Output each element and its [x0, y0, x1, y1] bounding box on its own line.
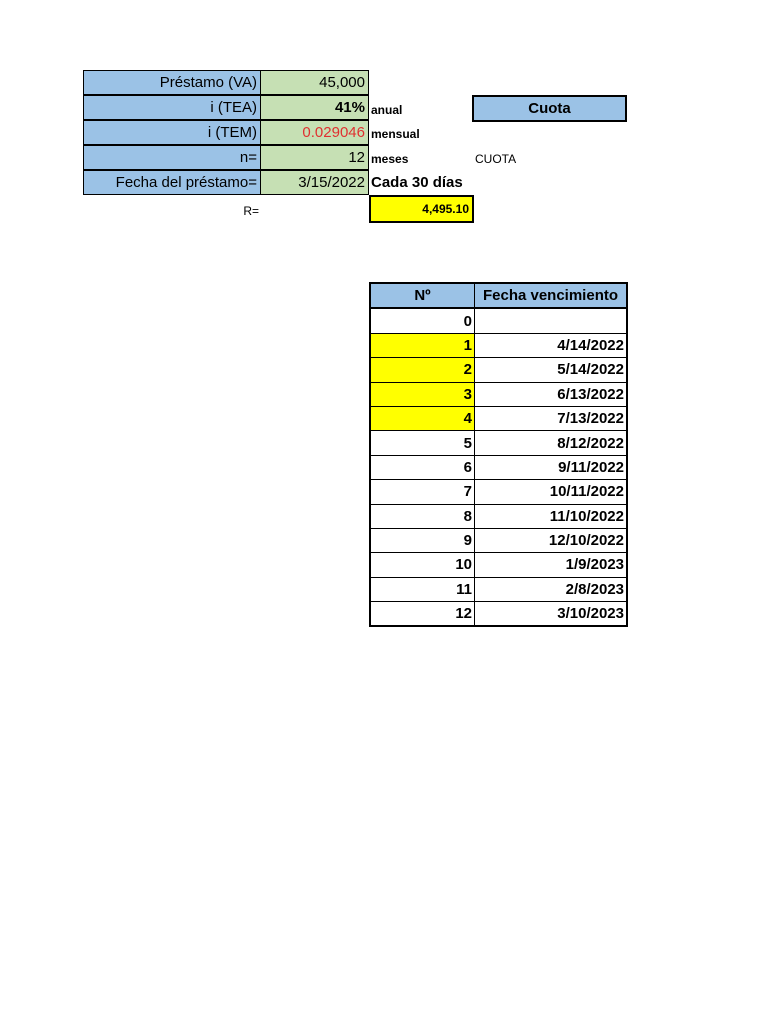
cell-fecha[interactable]: 5/14/2022 [557, 361, 624, 379]
cell-fecha[interactable]: 2/8/2023 [565, 580, 624, 598]
table-row [371, 333, 626, 357]
cell-fecha[interactable]: 1/9/2023 [565, 556, 624, 574]
cell-n[interactable]: 4 [371, 407, 475, 430]
cell-n[interactable]: 9 [371, 529, 475, 552]
note-meses: meses [371, 152, 409, 166]
r-value[interactable]: 4,495.10 [369, 195, 474, 223]
header-fecha-vencimiento: Fecha vencimiento [482, 287, 619, 305]
cell-fecha[interactable]: 9/11/2022 [558, 458, 624, 476]
cell-fecha[interactable]: 6/13/2022 [557, 385, 624, 403]
r-label: R= [243, 204, 259, 218]
label-tea: i (TEA) [83, 95, 261, 120]
table-row [371, 357, 626, 381]
header-n: Nº [371, 284, 475, 307]
cell-n[interactable]: 10 [371, 553, 475, 576]
table-row [371, 504, 626, 528]
cell-fecha[interactable]: 11/10/2022 [549, 507, 624, 525]
cell-fecha[interactable]: 12/10/2022 [548, 532, 624, 550]
cell-n[interactable]: 5 [371, 431, 475, 454]
table-row [371, 552, 626, 576]
note-mensual: mensual [371, 127, 420, 141]
table-row [371, 528, 626, 552]
table-row [371, 577, 626, 601]
cell-fecha[interactable] [475, 309, 626, 332]
cell-n[interactable]: 11 [371, 578, 475, 601]
note-cada-30-dias: Cada 30 días [371, 174, 463, 191]
cell-n[interactable]: 0 [371, 309, 475, 332]
table-row [371, 479, 626, 503]
label-fecha-prestamo: Fecha del préstamo= [83, 170, 261, 195]
table-row [371, 406, 626, 430]
schedule-table [369, 282, 628, 627]
schedule-header-row [371, 284, 626, 308]
cell-fecha[interactable]: 8/12/2022 [557, 434, 624, 452]
cell-n[interactable]: 6 [371, 456, 475, 479]
value-tem[interactable]: 0.029046 [260, 120, 369, 145]
cell-n[interactable]: 2 [371, 358, 475, 381]
cell-fecha[interactable]: 10/11/2022 [549, 483, 624, 501]
value-tea[interactable]: 41% [260, 95, 369, 120]
cell-n[interactable]: 12 [371, 602, 475, 625]
value-fecha-prestamo[interactable]: 3/15/2022 [260, 170, 369, 195]
cuota-label: CUOTA [475, 152, 517, 166]
cell-fecha[interactable]: 4/14/2022 [557, 336, 624, 354]
value-n[interactable]: 12 [260, 145, 369, 170]
table-row [371, 455, 626, 479]
cell-n[interactable]: 1 [371, 334, 475, 357]
cuota-header: Cuota [472, 95, 627, 122]
label-tem: i (TEM) [83, 120, 261, 145]
cell-n[interactable]: 7 [371, 480, 475, 503]
cell-n[interactable]: 3 [371, 383, 475, 406]
table-row [371, 601, 626, 625]
label-prestamo: Préstamo (VA) [83, 70, 261, 95]
label-n: n= [83, 145, 261, 170]
table-row [371, 382, 626, 406]
cell-n[interactable]: 8 [371, 505, 475, 528]
table-row [371, 430, 626, 454]
value-prestamo[interactable]: 45,000 [260, 70, 369, 95]
cell-fecha[interactable]: 7/13/2022 [557, 410, 624, 428]
cell-fecha[interactable]: 3/10/2023 [557, 605, 624, 623]
note-anual: anual [371, 103, 403, 117]
table-row [371, 308, 626, 332]
